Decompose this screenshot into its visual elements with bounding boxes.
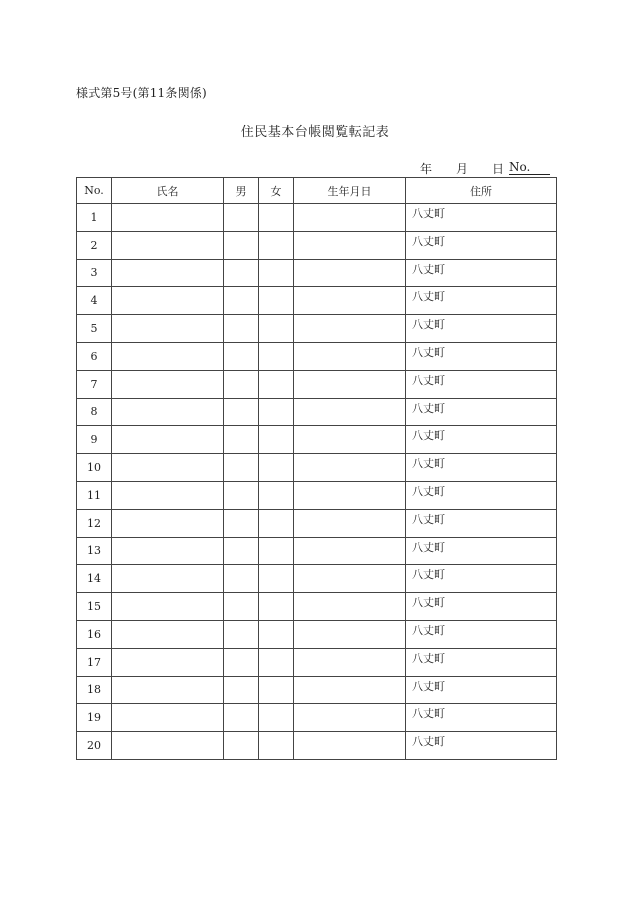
name-cell[interactable] — [112, 565, 224, 593]
name-cell[interactable] — [112, 648, 224, 676]
name-cell[interactable] — [112, 370, 224, 398]
female-cell[interactable] — [259, 676, 294, 704]
female-cell[interactable] — [259, 398, 294, 426]
male-cell[interactable] — [224, 704, 259, 732]
male-cell[interactable] — [224, 287, 259, 315]
table-body — [77, 204, 557, 760]
female-cell[interactable] — [259, 509, 294, 537]
row-number-cell: 7 — [77, 370, 112, 398]
birthdate-cell[interactable] — [294, 259, 406, 287]
transcription-table — [76, 177, 557, 760]
birthdate-cell[interactable] — [294, 454, 406, 482]
address-cell[interactable]: 八丈町 — [406, 620, 557, 648]
female-cell[interactable] — [259, 370, 294, 398]
table-row — [77, 342, 557, 370]
address-cell[interactable]: 八丈町 — [406, 426, 557, 454]
address-cell[interactable]: 八丈町 — [406, 342, 557, 370]
row-number-cell: 14 — [77, 565, 112, 593]
name-cell[interactable] — [112, 426, 224, 454]
birthdate-cell[interactable] — [294, 676, 406, 704]
name-cell[interactable] — [112, 732, 224, 760]
female-cell[interactable] — [259, 231, 294, 259]
name-cell[interactable] — [112, 315, 224, 343]
male-cell[interactable] — [224, 204, 259, 232]
table-row — [77, 704, 557, 732]
row-number-cell: 2 — [77, 231, 112, 259]
address-cell[interactable]: 八丈町 — [406, 648, 557, 676]
male-cell[interactable] — [224, 481, 259, 509]
male-cell[interactable] — [224, 732, 259, 760]
male-cell[interactable] — [224, 648, 259, 676]
table-row — [77, 565, 557, 593]
male-cell[interactable] — [224, 593, 259, 621]
header-female: 女 — [259, 178, 294, 204]
name-cell[interactable] — [112, 537, 224, 565]
female-cell[interactable] — [259, 342, 294, 370]
male-cell[interactable] — [224, 342, 259, 370]
header-no: No. — [77, 178, 112, 204]
table-row — [77, 315, 557, 343]
address-cell[interactable]: 八丈町 — [406, 231, 557, 259]
name-cell[interactable] — [112, 398, 224, 426]
name-cell[interactable] — [112, 593, 224, 621]
birthdate-cell[interactable] — [294, 315, 406, 343]
row-number-cell: 1 — [77, 204, 112, 232]
female-cell[interactable] — [259, 704, 294, 732]
header-birthdate: 生年月日 — [294, 178, 406, 204]
address-cell[interactable]: 八丈町 — [406, 315, 557, 343]
table-row — [77, 620, 557, 648]
male-cell[interactable] — [224, 565, 259, 593]
male-cell[interactable] — [224, 537, 259, 565]
birthdate-cell[interactable] — [294, 648, 406, 676]
row-number-cell: 9 — [77, 426, 112, 454]
row-number-cell: 13 — [77, 537, 112, 565]
address-cell[interactable]: 八丈町 — [406, 676, 557, 704]
page-title: 住民基本台帳閲覧転記表 — [240, 125, 390, 140]
address-cell[interactable]: 八丈町 — [406, 481, 557, 509]
address-cell[interactable]: 八丈町 — [406, 454, 557, 482]
female-cell[interactable] — [259, 648, 294, 676]
table-row — [77, 537, 557, 565]
table-row — [77, 676, 557, 704]
name-cell[interactable] — [112, 509, 224, 537]
birthdate-cell[interactable] — [294, 704, 406, 732]
birthdate-cell[interactable] — [294, 231, 406, 259]
male-cell[interactable] — [224, 620, 259, 648]
address-cell[interactable]: 八丈町 — [406, 704, 557, 732]
female-cell[interactable] — [259, 732, 294, 760]
address-cell[interactable]: 八丈町 — [406, 509, 557, 537]
birthdate-cell[interactable] — [294, 565, 406, 593]
table-row — [77, 370, 557, 398]
birthdate-cell[interactable] — [294, 370, 406, 398]
birthdate-cell[interactable] — [294, 481, 406, 509]
male-cell[interactable] — [224, 509, 259, 537]
row-number-cell: 15 — [77, 593, 112, 621]
row-number-cell: 18 — [77, 676, 112, 704]
address-cell[interactable]: 八丈町 — [406, 398, 557, 426]
name-cell[interactable] — [112, 481, 224, 509]
address-cell[interactable]: 八丈町 — [406, 287, 557, 315]
birthdate-cell[interactable] — [294, 398, 406, 426]
table-row — [77, 593, 557, 621]
row-number-cell: 20 — [77, 732, 112, 760]
birthdate-cell[interactable] — [294, 342, 406, 370]
row-number-cell: 5 — [77, 315, 112, 343]
address-cell[interactable]: 八丈町 — [406, 370, 557, 398]
table-row — [77, 231, 557, 259]
female-cell[interactable] — [259, 454, 294, 482]
row-number-cell: 17 — [77, 648, 112, 676]
row-number-cell: 11 — [77, 481, 112, 509]
birthdate-cell[interactable] — [294, 287, 406, 315]
name-cell[interactable] — [112, 676, 224, 704]
female-cell[interactable] — [259, 287, 294, 315]
female-cell[interactable] — [259, 565, 294, 593]
birthdate-cell[interactable] — [294, 426, 406, 454]
name-cell[interactable] — [112, 454, 224, 482]
birthdate-cell[interactable] — [294, 620, 406, 648]
male-cell[interactable] — [224, 231, 259, 259]
table-row — [77, 259, 557, 287]
table-header-row — [77, 178, 557, 204]
female-cell[interactable] — [259, 204, 294, 232]
row-number-cell: 16 — [77, 620, 112, 648]
form-number-label: 様式第5号(第11条関係) — [76, 86, 207, 100]
row-number-cell: 3 — [77, 259, 112, 287]
male-cell[interactable] — [224, 315, 259, 343]
table-row — [77, 732, 557, 760]
date-month-label: 月 — [456, 162, 469, 176]
row-number-cell: 6 — [77, 342, 112, 370]
row-number-cell: 19 — [77, 704, 112, 732]
name-cell[interactable] — [112, 620, 224, 648]
name-cell[interactable] — [112, 287, 224, 315]
date-year-label: 年 — [420, 162, 433, 176]
name-cell[interactable] — [112, 704, 224, 732]
male-cell[interactable] — [224, 398, 259, 426]
date-day-label: 日 — [492, 162, 505, 176]
address-cell[interactable]: 八丈町 — [406, 259, 557, 287]
row-number-cell: 8 — [77, 398, 112, 426]
birthdate-cell[interactable] — [294, 204, 406, 232]
table-row — [77, 481, 557, 509]
address-cell[interactable]: 八丈町 — [406, 537, 557, 565]
header-address: 住所 — [406, 178, 557, 204]
female-cell[interactable] — [259, 537, 294, 565]
female-cell[interactable] — [259, 593, 294, 621]
name-cell[interactable] — [112, 231, 224, 259]
name-cell[interactable] — [112, 204, 224, 232]
birthdate-cell[interactable] — [294, 537, 406, 565]
table-row — [77, 398, 557, 426]
female-cell[interactable] — [259, 259, 294, 287]
birthdate-cell[interactable] — [294, 732, 406, 760]
female-cell[interactable] — [259, 620, 294, 648]
table-row — [77, 426, 557, 454]
address-cell[interactable]: 八丈町 — [406, 593, 557, 621]
sheet-number-field[interactable]: No. — [509, 160, 550, 175]
name-cell[interactable] — [112, 259, 224, 287]
birthdate-cell[interactable] — [294, 593, 406, 621]
header-male: 男 — [224, 178, 259, 204]
female-cell[interactable] — [259, 315, 294, 343]
row-number-cell: 12 — [77, 509, 112, 537]
table-row — [77, 648, 557, 676]
table-row — [77, 454, 557, 482]
address-cell[interactable]: 八丈町 — [406, 732, 557, 760]
female-cell[interactable] — [259, 481, 294, 509]
female-cell[interactable] — [259, 426, 294, 454]
male-cell[interactable] — [224, 454, 259, 482]
name-cell[interactable] — [112, 342, 224, 370]
table-row — [77, 204, 557, 232]
male-cell[interactable] — [224, 426, 259, 454]
address-cell[interactable]: 八丈町 — [406, 565, 557, 593]
address-cell[interactable]: 八丈町 — [406, 204, 557, 232]
male-cell[interactable] — [224, 259, 259, 287]
male-cell[interactable] — [224, 370, 259, 398]
male-cell[interactable] — [224, 676, 259, 704]
row-number-cell: 10 — [77, 454, 112, 482]
table-row — [77, 509, 557, 537]
birthdate-cell[interactable] — [294, 509, 406, 537]
header-name: 氏名 — [112, 178, 224, 204]
table-row — [77, 287, 557, 315]
row-number-cell: 4 — [77, 287, 112, 315]
